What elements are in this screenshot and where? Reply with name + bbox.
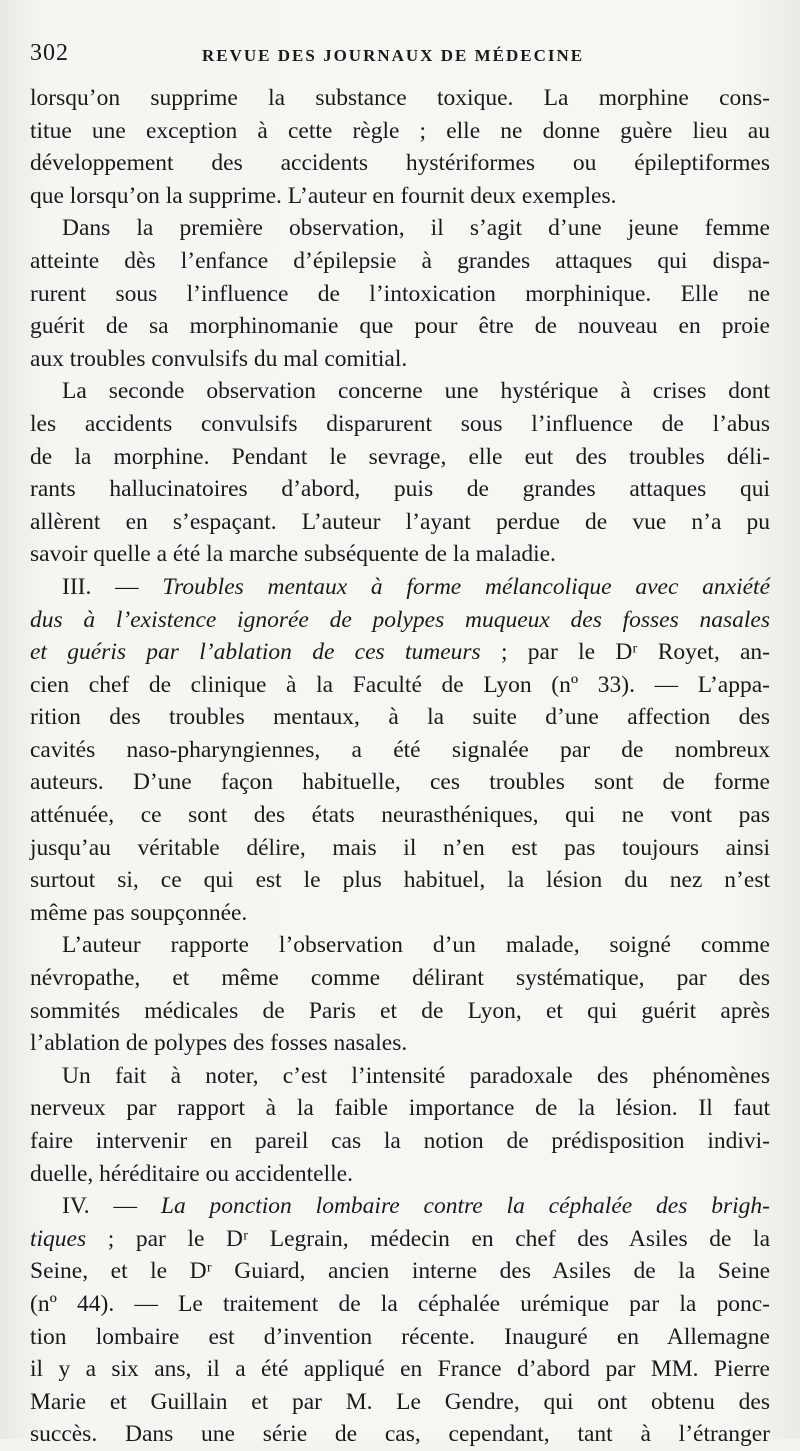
- italic-title-segment: dus à l’existence ignorée de polypes muqueux des fosses nasales: [30, 606, 770, 633]
- text-line: rition des troubles mentaux, à la suite d’une affection des: [30, 704, 770, 731]
- text-line: duelle, héréditaire ou accidentelle.: [30, 1160, 353, 1187]
- text-line: savoir quelle a été la marche subséquente de la maladie.: [30, 541, 556, 568]
- page-number: 302: [30, 40, 69, 66]
- text-line: que lorsqu’on la supprime. L’auteur en fournit deux exemples.: [30, 182, 617, 209]
- text-line: [30, 1223, 770, 1256]
- text-line: lorsqu’on supprime la substance toxique. La morphine cons-: [30, 85, 770, 111]
- text-line: rants hallucinatoires d’abord, puis de grandes attaques qui: [30, 476, 770, 503]
- text-line: sommités médicales de Paris et de Lyon, et qui guérit après: [30, 997, 770, 1024]
- text-line: guérit de sa morphinomanie que pour être de nouveau en proie: [30, 313, 770, 340]
- text-line: surtout si, ce qui est le plus habituel, la lésion du nez n’est: [30, 867, 770, 894]
- text-line: [30, 636, 770, 669]
- text-line: Seine, et le Dʳ Guiard, ancien interne des Asiles de la Seine: [30, 1258, 770, 1285]
- text-line: atteinte dès l’enfance d’épilepsie à grandes attaques qui dispa-: [30, 247, 770, 274]
- text-line: cavités naso-pharyngiennes, a été signalée par de nombreux: [30, 736, 770, 763]
- italic-title-segment: et guéris par l’ablation de ces tumeurs: [30, 639, 481, 666]
- text-line: même pas soupçonnée.: [30, 899, 248, 926]
- text-line: auteurs. D’une façon habituelle, ces troubles sont de forme: [30, 769, 770, 796]
- text-segment: IV. —: [62, 1193, 161, 1220]
- italic-title-segment: tiques: [30, 1225, 87, 1252]
- text-line: névropathe, et même comme délirant systématique, par des: [30, 965, 770, 992]
- text-line: faire intervenir en pareil cas la notion de prédisposition indivi-: [30, 1128, 770, 1154]
- text-segment: III. —: [62, 573, 163, 600]
- page-header: [30, 40, 790, 76]
- text-line: Marie et Guillain et par M. Le Gendre, qui ont obtenu des: [30, 1388, 770, 1415]
- text-line: Un fait à noter, c’est l’intensité paradoxale des phénomènes: [62, 1062, 770, 1089]
- running-title: REVUE DES JOURNAUX DE MÉDECINE: [202, 46, 585, 65]
- text-line: cien chef de clinique à la Faculté de Lyon (nº 33). — L’appa-: [30, 671, 770, 698]
- text-line: rurent sous l’influence de l’intoxication morphinique. Elle ne: [30, 280, 770, 307]
- text-line: jusqu’au véritable délire, mais il n’en est pas toujours ainsi: [30, 834, 770, 861]
- body-text: [30, 82, 770, 1451]
- text-line: [30, 1190, 770, 1223]
- text-line: l’ablation de polypes des fosses nasales.: [30, 1030, 408, 1057]
- text-line: Dans la première observation, il s’agit d’une jeune femme: [62, 215, 770, 242]
- text-line: (nº 44). — Le traitement de la céphalée urémique par la ponc-: [30, 1290, 770, 1317]
- text-line: développement des accidents hystériformes ou épileptiformes: [30, 150, 770, 177]
- text-line: aux troubles convulsifs du mal comitial.: [30, 345, 408, 372]
- text-line: allèrent en s’espaçant. L’auteur l’ayant perdue de vue n’a pu: [30, 508, 770, 535]
- text-segment: ; par le Dʳ Legrain, médecin en chef des Asiles de la: [86, 1225, 770, 1252]
- text-line: succès. Dans une série de cas, cependant, tant à l’étranger: [30, 1421, 770, 1448]
- text-line: de la morphine. Pendant le sevrage, elle eut des troubles déli-: [30, 443, 770, 470]
- text-line: atténuée, ce sont des états neurasthéniques, qui ne vont pas: [30, 802, 770, 829]
- text-line: il y a six ans, il a été appliqué en France d’abord par MM. Pierre: [30, 1356, 770, 1383]
- text-line: les accidents convulsifs disparurent sous l’influence de l’abus: [30, 410, 770, 437]
- text-line: L’auteur rapporte l’observation d’un malade, soigné comme: [62, 932, 770, 959]
- text-line: [30, 604, 770, 637]
- text-line: nerveux par rapport à la faible importance de la lésion. Il faut: [30, 1095, 770, 1122]
- text-line: La seconde observation concerne une hystérique à crises dont: [62, 378, 770, 405]
- text-segment: ; par le Dʳ Royet, an-: [480, 639, 770, 666]
- italic-title-segment: Troubles mentaux à forme mélancolique avec anxiété: [162, 573, 770, 600]
- italic-title-segment: La ponction lombaire contre la céphalée des brigh-: [160, 1193, 770, 1220]
- text-line: tion lombaire est d’invention récente. Inauguré en Allemagne: [30, 1323, 770, 1350]
- text-line: [30, 571, 770, 604]
- text-line: titue une exception à cette règle ; elle ne donne guère lieu au: [30, 117, 770, 144]
